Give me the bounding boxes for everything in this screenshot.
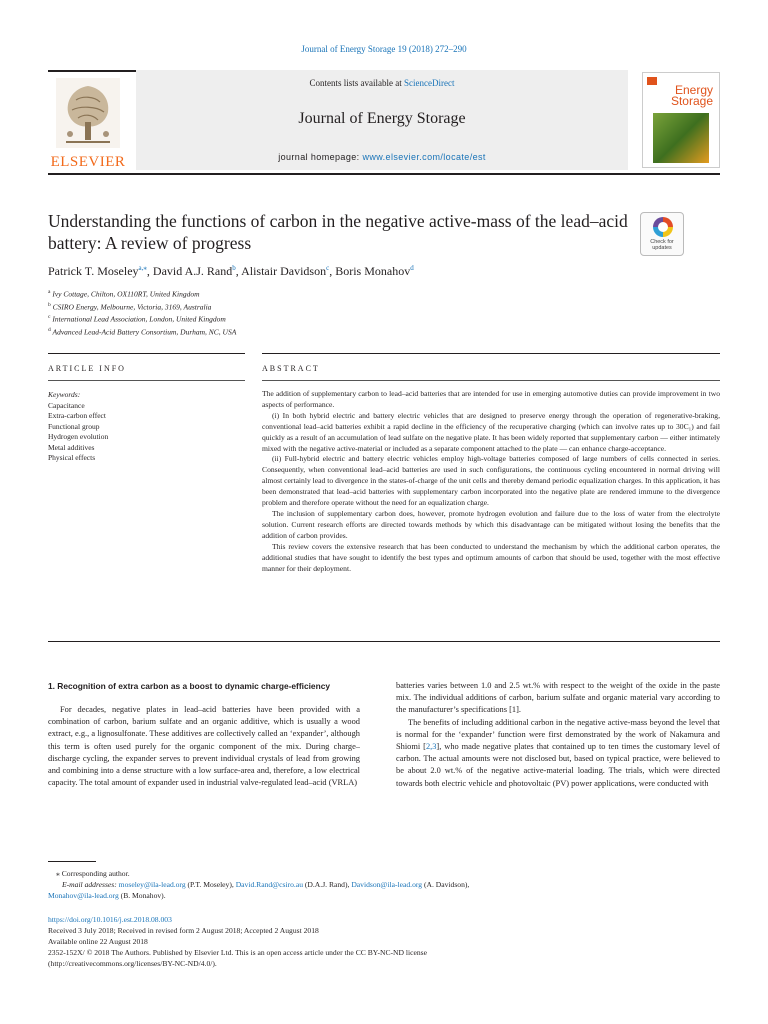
abstract-paragraph: (ii) Full-hybrid electric and battery electric vehicles employ high-voltage batteries composed of large numbers of cells connected in series. Consequently, when conventional lead–acid batteries are used in such configurations, the continuous cycling encountered in normal driving will almost certainly lead to divergence in the states-of-charge of the unit cells and thereby demand periodic equalization charges. In this application, it has been demonstrated that lead–acid batteries with supplementary carbon incorporated into the negative plate are rendered immune to the divergence problem and therefore operate without the need for an equalization charge. [262, 454, 720, 508]
received-dates: Received 3 July 2018; Received in revised form 2 August 2018; Accepted 2 August 2018 [48, 926, 319, 935]
publication-info [48, 914, 668, 969]
abstract-rule [262, 380, 720, 381]
section-heading: 1. Recognition of extra carbon as a boost to dynamic charge-efficiency [48, 681, 331, 691]
contents-prefix: Contents lists available at [309, 78, 404, 88]
article-info-heading: ARTICLE INFO [48, 364, 126, 373]
abstract-paragraph: The inclusion of supplementary carbon does, however, promote hydrogen evolution and failure due to the loss of water from the electrolyte solution. Current research efforts are directed towards methods by which this disadvantage can be mitigated without losing the benefits that the addition of carbon provides. [262, 508, 720, 540]
author-name: Alistair Davidson [241, 264, 327, 278]
author-affil-link[interactable]: c [326, 264, 330, 272]
affiliations [48, 287, 448, 337]
body-column-left [48, 680, 360, 789]
keyword: Physical effects [48, 453, 96, 462]
contents-line [136, 78, 628, 88]
abstract-top-rule [262, 353, 720, 354]
abstract-paragraph: This review covers the extensive research that has been conducted to understand the mechanism by which the additional carbon operates, the additional studies that have sought to identify the best types and optimum amounts of carbon that should be used, together with the most effective manner for their deployment. [262, 541, 720, 573]
reference-link[interactable]: 2,3 [425, 742, 437, 752]
abstract-bottom-rule [48, 641, 720, 642]
license-text: 2352-152X/ © 2018 The Authors. Published by Elsevier Ltd. This is an open access article under the CC BY-NC-ND license [48, 948, 427, 957]
license-url[interactable]: (http://creativecommons.org/licenses/BY-NC-ND/4.0/). [48, 959, 217, 968]
journal-header [48, 70, 720, 170]
abstract-paragraph: The addition of supplementary carbon to lead–acid batteries that are intended for use in emerging automotive duties can provide improvement in two aspects of performance. [262, 389, 720, 409]
email-link[interactable]: moseley@ila-lead.org [118, 880, 186, 889]
homepage-line [136, 152, 628, 162]
cover-title-line2: Storage [670, 94, 713, 108]
header-bottom-rule [48, 173, 720, 175]
author-list: Patrick T. Moseley$^{a,⁎}$, David A.J. Rand$^b$, Alistair Davidson$^c$, Boris Monahov$^d$ [48, 264, 414, 278]
footnotes [48, 868, 668, 901]
keyword: Hydrogen evolution [48, 432, 109, 441]
body-column-right [396, 680, 720, 790]
email-addresses-cont: Monahov@ila-lead.org (B. Monahov). [48, 891, 166, 900]
affiliation-item: $^b$ CSIRO Energy, Melbourne, Victoria, 3169, Australia [48, 301, 212, 311]
crossmark-icon [653, 217, 673, 237]
body-paragraph: batteries varies between 1.0 and 2.5 wt.% with respect to the weight of the oxide in the paste mix. The individual additions of carbon, barium sulfate and organic material vary according to the manufacturer’s specifications [1]. [396, 681, 720, 715]
author-name: David A.J. Rand [152, 264, 233, 278]
author-affil-link[interactable]: b [232, 264, 236, 272]
homepage-label: journal homepage: [278, 152, 363, 162]
crossmark-label: Check for updates [650, 239, 674, 251]
check-for-updates-button[interactable] [640, 212, 684, 256]
keyword: Capacitance [48, 400, 85, 410]
info-rule [48, 380, 245, 381]
elsevier-tree-icon [56, 78, 120, 148]
doi-link[interactable]: https://doi.org/10.1016/j.est.2018.08.003 [48, 915, 172, 924]
keyword: Metal additives [48, 442, 95, 452]
article-title: Understanding the functions of carbon in the negative active-mass of the lead–acid battery: A review of progress [48, 211, 628, 253]
info-top-rule [48, 353, 245, 354]
affiliation-item: $^c$ International Lead Association, London, United Kingdom [48, 314, 226, 324]
journal-citation[interactable]: Journal of Energy Storage 19 (2018) 272–290 [301, 44, 467, 54]
email-link[interactable]: Davidson@ila-lead.org [351, 880, 423, 889]
keyword: Functional group [48, 421, 100, 431]
homepage-link[interactable]: www.elsevier.com/locate/est [362, 152, 486, 162]
footnote-rule [48, 861, 96, 862]
email-link[interactable]: David.Rand@csiro.au [235, 880, 303, 889]
email-addresses: E-mail addresses: moseley@ila-lead.org (P.T. Moseley), David.Rand@csiro.au (D.A.J. Rand), Davidson@ila-lead.org (A. Davidson), [62, 880, 470, 889]
sciencedirect-link[interactable]: ScienceDirect [404, 78, 455, 88]
journal-title: Journal of Energy Storage [298, 110, 466, 127]
cover-title [671, 85, 713, 107]
keywords-block [48, 390, 245, 464]
cover-artwork [653, 113, 709, 163]
keyword: Extra-carbon effect [48, 411, 106, 420]
elsevier-wordmark: ELSEVIER [50, 154, 126, 170]
header-center-panel [136, 70, 628, 170]
abstract-paragraph: (i) In both hybrid electric and battery electric vehicles that are designed to preserve energy through the operation of regenerative-braking, conventional lead–acid batteries exhibit a rapid decline in the efficiency of the recuperative charging (which can involve rates up to 30C₁) and fail quickly as a result of an accumulation of lead sulfate on the negative plate. It has been widely reported that supplementary carbon — either intimately mixed with the negative active-material or included as a separate component attached to the plate — can enhance charge-acceptance. [262, 410, 720, 453]
author-affil-link[interactable]: a,⁎ [138, 264, 147, 272]
corresponding-author-note: ⁎ Corresponding author. [56, 869, 130, 878]
journal-cover-image[interactable] [642, 72, 720, 168]
cover-title-line1: Energy [674, 83, 713, 97]
elsevier-logo[interactable] [48, 76, 128, 168]
email-link[interactable]: Monahov@ila-lead.org [48, 891, 119, 900]
keywords-label: Keywords: [48, 390, 81, 399]
abstract-heading: ABSTRACT [262, 364, 320, 373]
author-affil-link[interactable]: d [410, 264, 414, 272]
author-name: Boris Monahov [335, 264, 411, 278]
affiliation-item: $^a$ Ivy Cottage, Chilton, OX110RT, United Kingdom [48, 289, 200, 299]
affiliation-item: $^d$ Advanced Lead-Acid Battery Consortium, Durham, NC, USA [48, 326, 237, 336]
email-label: E-mail addresses: [62, 880, 117, 889]
abstract-text [262, 389, 720, 574]
cover-publisher-mark [647, 77, 657, 85]
online-date: Available online 22 August 2018 [48, 937, 148, 946]
body-paragraph: The benefits of including additional carbon in the negative active-mass beyond the level that is normal for the ‘expander’ function were first demonstrated by the work of Nakamura and Shiomi [2,3], who made negative plates that contained up to ten times the customary level of carbon. The actual amounts were not disclosed but, based on typical practice, were believed to be about 2.0 wt.% of the negative active-material loading. The trials, which were directed towards both electric vehicle and photovoltaic (PV) power applications, were conducted with [396, 717, 720, 788]
body-paragraph: For decades, negative plates in lead–acid batteries have been provided with a combination of carbon, barium sulfate and an organic additive, which is usually a wood extract, e.g., a lignosulfonate. These additives are collectively called an ‘expander’, although this term is often used purely for the organic component of the mix. During charge–discharge cycling, the expander serves to prevent individual crystals of lead from growing and combining into a dense structure with a low surface-area and, therefore, a low electrical capacity. The total amount of expander used in industrial valve-regulated lead–acid (VRLA) [48, 705, 360, 788]
author-name: Patrick T. Moseley [48, 264, 139, 278]
